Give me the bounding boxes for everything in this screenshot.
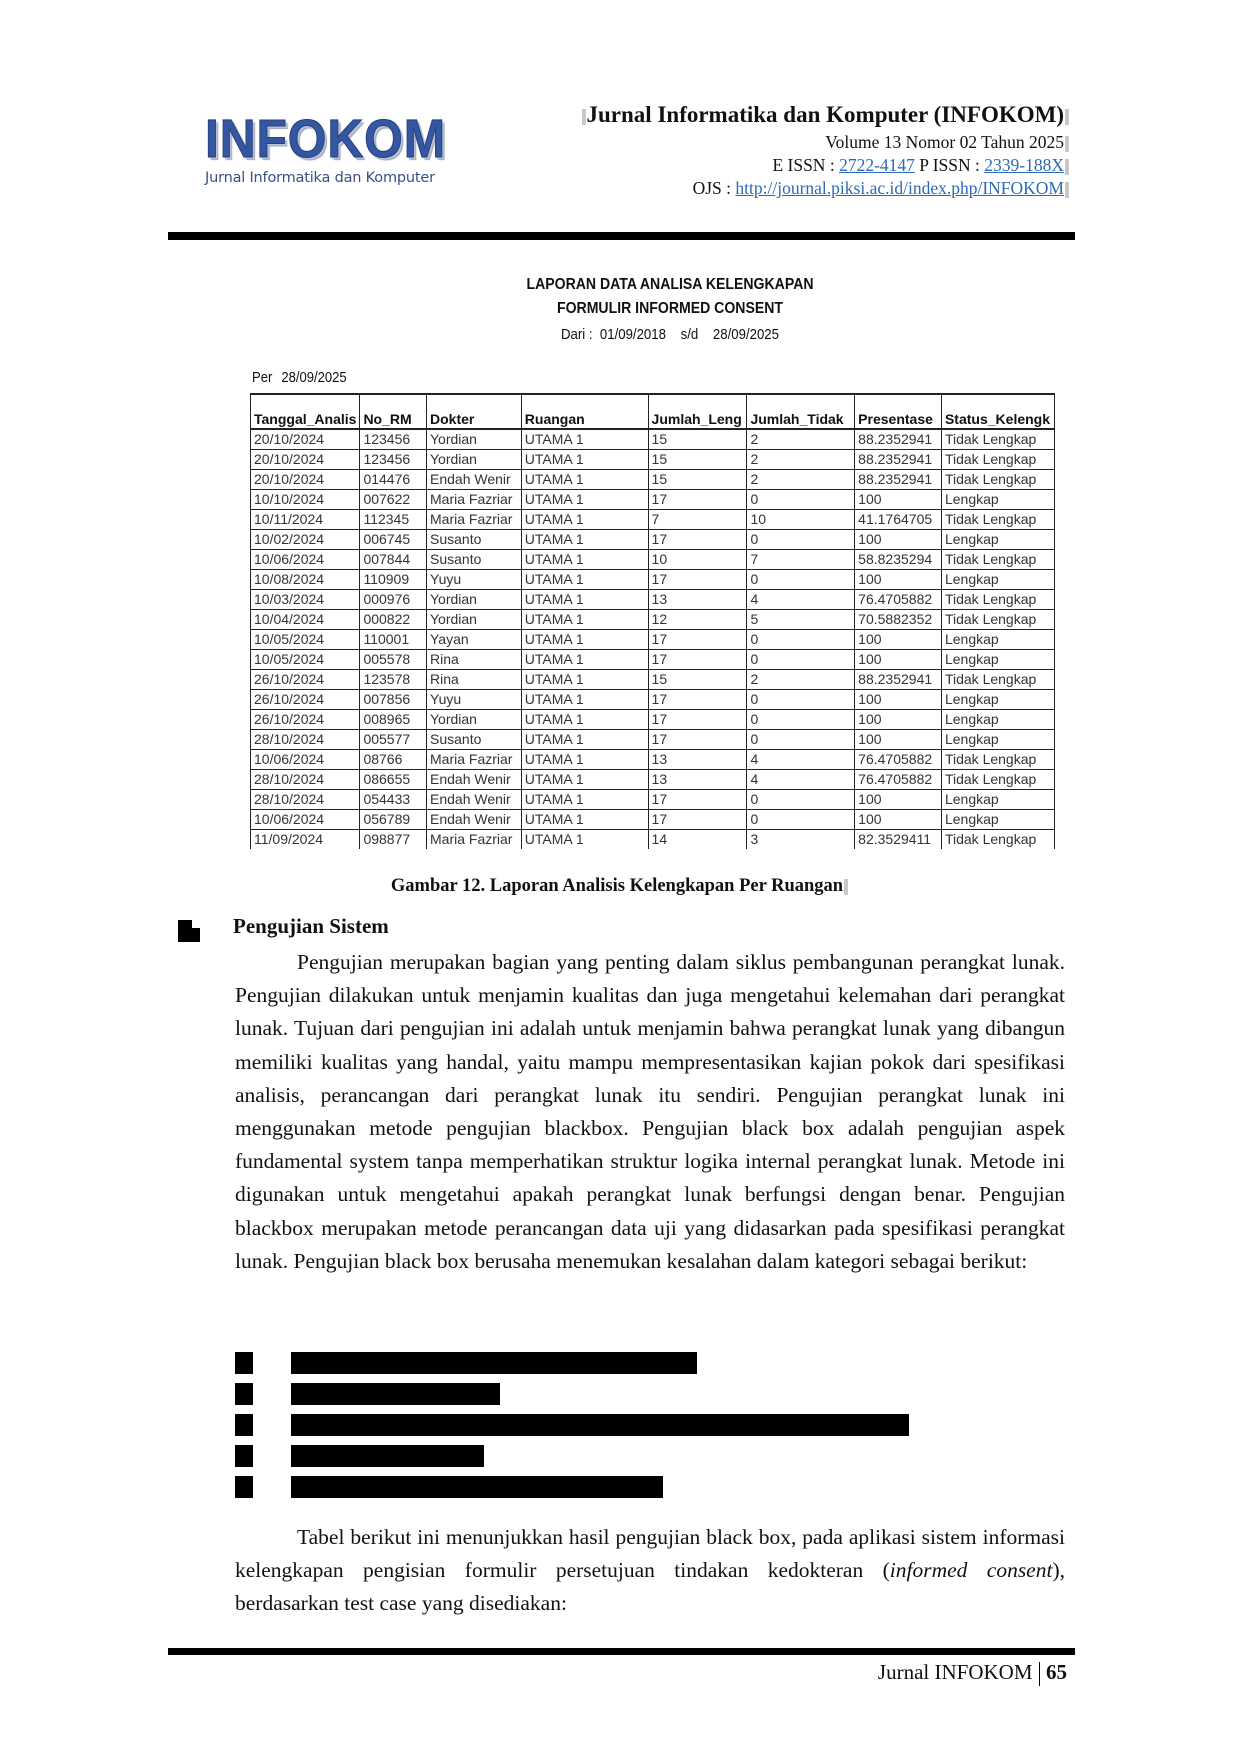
- table-cell: 100: [855, 530, 942, 550]
- table-cell: UTAMA 1: [521, 790, 648, 810]
- table-cell: 056789: [360, 810, 427, 830]
- table-cell: 7: [648, 510, 747, 530]
- table-cell: 0: [747, 710, 855, 730]
- table-header-row: [251, 394, 1055, 429]
- table-cell: 26/10/2024: [251, 710, 360, 730]
- table-cell: Lengkap: [941, 570, 1054, 590]
- column-header: Dokter: [427, 394, 522, 429]
- table-cell: Tidak Lengkap: [941, 610, 1054, 630]
- table-cell: UTAMA 1: [521, 530, 648, 550]
- table-cell: Susanto: [427, 550, 522, 570]
- table-cell: 007856: [360, 690, 427, 710]
- table-cell: 10: [648, 550, 747, 570]
- table-cell: 054433: [360, 790, 427, 810]
- table-cell: 000822: [360, 610, 427, 630]
- table-row: [251, 770, 1055, 790]
- table-cell: 88.2352941: [855, 470, 942, 490]
- table-cell: 17: [648, 790, 747, 810]
- table-cell: 100: [855, 710, 942, 730]
- table-cell: 76.4705882: [855, 590, 942, 610]
- header-rule: [168, 232, 1075, 240]
- column-header: No_RM: [360, 394, 427, 429]
- table-cell: Tidak Lengkap: [941, 770, 1054, 790]
- table-row: [251, 450, 1055, 470]
- column-header: Status_Kelengk: [941, 394, 1054, 429]
- table-cell: Tidak Lengkap: [941, 670, 1054, 690]
- table-cell: 88.2352941: [855, 450, 942, 470]
- table-cell: 15: [648, 670, 747, 690]
- table-cell: 10/06/2024: [251, 550, 360, 570]
- table-cell: 000976: [360, 590, 427, 610]
- table-cell: 15: [648, 429, 747, 450]
- table-row: [251, 830, 1055, 850]
- table-cell: 26/10/2024: [251, 670, 360, 690]
- table-cell: Tidak Lengkap: [941, 550, 1054, 570]
- table-cell: UTAMA 1: [521, 429, 648, 450]
- table-cell: UTAMA 1: [521, 630, 648, 650]
- table-cell: 17: [648, 810, 747, 830]
- table-cell: UTAMA 1: [521, 810, 648, 830]
- table-cell: UTAMA 1: [521, 590, 648, 610]
- table-cell: UTAMA 1: [521, 510, 648, 530]
- table-cell: Yordian: [427, 429, 522, 450]
- table-row: [251, 810, 1055, 830]
- table-cell: 110909: [360, 570, 427, 590]
- table-row: [251, 490, 1055, 510]
- table-cell: 100: [855, 730, 942, 750]
- table-cell: 28/10/2024: [251, 790, 360, 810]
- table-cell: Yordian: [427, 610, 522, 630]
- table-cell: 2: [747, 429, 855, 450]
- table-cell: Yordian: [427, 590, 522, 610]
- table-cell: 10/10/2024: [251, 490, 360, 510]
- table-cell: 10/11/2024: [251, 510, 360, 530]
- table-cell: 28/10/2024: [251, 730, 360, 750]
- table-cell: Lengkap: [941, 730, 1054, 750]
- table-cell: Lengkap: [941, 650, 1054, 670]
- table-cell: UTAMA 1: [521, 750, 648, 770]
- edit-marker-icon: [1065, 136, 1069, 152]
- table-cell: Endah Wenir: [427, 770, 522, 790]
- column-header: Presentase: [855, 394, 942, 429]
- table-cell: Tidak Lengkap: [941, 429, 1054, 450]
- journal-logo: [205, 109, 447, 202]
- table-cell: 2: [747, 470, 855, 490]
- column-header: Tanggal_Analis: [251, 394, 360, 429]
- table-cell: Tidak Lengkap: [941, 830, 1054, 850]
- table-cell: Yuyu: [427, 570, 522, 590]
- table-cell: 14: [648, 830, 747, 850]
- table-cell: 17: [648, 630, 747, 650]
- table-row: [251, 530, 1055, 550]
- table-row: [251, 550, 1055, 570]
- edit-marker-icon: [1065, 159, 1069, 175]
- table-cell: Rina: [427, 670, 522, 690]
- footer-rule: [168, 1648, 1075, 1655]
- table-cell: 0: [747, 490, 855, 510]
- table-cell: 0: [747, 810, 855, 830]
- table-cell: 008965: [360, 710, 427, 730]
- journal-ojs: OJS : http://journal.piksi.ac.id/index.php/INFOKOM: [693, 178, 1070, 199]
- table-row: [251, 570, 1055, 590]
- table-cell: 10/03/2024: [251, 590, 360, 610]
- table-cell: UTAMA 1: [521, 550, 648, 570]
- table-cell: 0: [747, 650, 855, 670]
- table-cell: 4: [747, 770, 855, 790]
- table-cell: 11/09/2024: [251, 830, 360, 850]
- table-cell: 100: [855, 690, 942, 710]
- table-cell: 17: [648, 730, 747, 750]
- table-cell: Rina: [427, 650, 522, 670]
- table-cell: Maria Fazriar: [427, 510, 522, 530]
- table-row: [251, 610, 1055, 630]
- table-cell: 26/10/2024: [251, 690, 360, 710]
- table-cell: 17: [648, 690, 747, 710]
- table-cell: 15: [648, 450, 747, 470]
- e-issn-link[interactable]: 2722-4147: [839, 155, 915, 175]
- table-row: [251, 690, 1055, 710]
- table-cell: 82.3529411: [855, 830, 942, 850]
- p-issn-link[interactable]: 2339-188X: [984, 155, 1064, 175]
- table-row: [251, 429, 1055, 450]
- table-cell: Lengkap: [941, 530, 1054, 550]
- table-cell: Susanto: [427, 530, 522, 550]
- report-table: [250, 393, 1055, 849]
- table-cell: Tidak Lengkap: [941, 510, 1054, 530]
- table-cell: 2: [747, 450, 855, 470]
- table-row: [251, 650, 1055, 670]
- section-bullet-icon: [178, 920, 200, 942]
- table-cell: 13: [648, 750, 747, 770]
- table-cell: 0: [747, 570, 855, 590]
- table-row: [251, 630, 1055, 650]
- table-cell: 08766: [360, 750, 427, 770]
- table-cell: Endah Wenir: [427, 790, 522, 810]
- figure-caption: Gambar 12. Laporan Analisis Kelengkapan Per Ruangan: [0, 876, 1240, 897]
- table-cell: 005577: [360, 730, 427, 750]
- table-cell: UTAMA 1: [521, 490, 648, 510]
- table-cell: Maria Fazriar: [427, 490, 522, 510]
- body-paragraph: Tabel berikut ini menunjukkan hasil pengujian black box, pada aplikasi sistem informasi kelengkapan pengisian formulir persetujuan tindakan kedokteran (informed consent), berdasarkan test case yang disediakan:: [235, 1525, 1065, 1616]
- column-header: Ruangan: [521, 394, 648, 429]
- table-cell: 20/10/2024: [251, 470, 360, 490]
- table-cell: 13: [648, 590, 747, 610]
- table-cell: 110001: [360, 630, 427, 650]
- table-cell: 005578: [360, 650, 427, 670]
- column-header: Jumlah_Leng: [648, 394, 747, 429]
- table-cell: 17: [648, 490, 747, 510]
- journal-volume: Volume 13 Nomor 02 Tahun 2025: [825, 132, 1070, 153]
- table-row: [251, 710, 1055, 730]
- table-row: [251, 590, 1055, 610]
- table-cell: UTAMA 1: [521, 570, 648, 590]
- table-cell: 006745: [360, 530, 427, 550]
- table-cell: 17: [648, 710, 747, 730]
- table-cell: 10/06/2024: [251, 810, 360, 830]
- table-cell: 20/10/2024: [251, 450, 360, 470]
- table-cell: 123456: [360, 429, 427, 450]
- table-cell: 15: [648, 470, 747, 490]
- table-cell: 10/05/2024: [251, 630, 360, 650]
- table-cell: 10/04/2024: [251, 610, 360, 630]
- table-cell: 10/05/2024: [251, 650, 360, 670]
- table-cell: 7: [747, 550, 855, 570]
- logo-subtitle: Jurnal Informatika dan Komputer: [205, 170, 435, 186]
- table-cell: 4: [747, 750, 855, 770]
- table-cell: Lengkap: [941, 630, 1054, 650]
- table-cell: Yayan: [427, 630, 522, 650]
- table-cell: 88.2352941: [855, 429, 942, 450]
- table-cell: 0: [747, 730, 855, 750]
- table-cell: 88.2352941: [855, 670, 942, 690]
- table-cell: Maria Fazriar: [427, 830, 522, 850]
- section-title: Pengujian Sistem: [233, 914, 389, 938]
- table-row: [251, 470, 1055, 490]
- table-cell: 3: [747, 830, 855, 850]
- table-cell: Lengkap: [941, 810, 1054, 830]
- table-cell: 014476: [360, 470, 427, 490]
- table-cell: UTAMA 1: [521, 670, 648, 690]
- table-cell: Lengkap: [941, 490, 1054, 510]
- table-cell: UTAMA 1: [521, 770, 648, 790]
- table-cell: 13: [648, 770, 747, 790]
- table-cell: 100: [855, 810, 942, 830]
- edit-marker-icon: [844, 879, 848, 895]
- table-cell: Lengkap: [941, 790, 1054, 810]
- table-row: [251, 670, 1055, 690]
- table-cell: 100: [855, 790, 942, 810]
- table-cell: Endah Wenir: [427, 470, 522, 490]
- table-cell: 12: [648, 610, 747, 630]
- column-header: Jumlah_Tidak: [747, 394, 855, 429]
- footer-separator: [1039, 1662, 1041, 1686]
- table-cell: 10: [747, 510, 855, 530]
- table-cell: 007622: [360, 490, 427, 510]
- table-cell: 20/10/2024: [251, 429, 360, 450]
- table-cell: 098877: [360, 830, 427, 850]
- table-cell: 100: [855, 490, 942, 510]
- table-cell: 10/08/2024: [251, 570, 360, 590]
- table-row: [251, 510, 1055, 530]
- table-cell: 41.1764705: [855, 510, 942, 530]
- table-cell: UTAMA 1: [521, 830, 648, 850]
- report-title-line2: FORMULIR INFORMED CONSENT: [556, 300, 784, 317]
- table-cell: UTAMA 1: [521, 610, 648, 630]
- table-cell: UTAMA 1: [521, 450, 648, 470]
- edit-marker-icon: [582, 109, 586, 125]
- table-cell: UTAMA 1: [521, 650, 648, 670]
- table-cell: 0: [747, 530, 855, 550]
- table-cell: 17: [648, 530, 747, 550]
- logo-wordmark: INFOKOM: [205, 109, 447, 169]
- table-cell: 70.5882352: [855, 610, 942, 630]
- page-number: 65: [1046, 1660, 1067, 1684]
- table-cell: 112345: [360, 510, 427, 530]
- table-cell: UTAMA 1: [521, 730, 648, 750]
- ojs-link[interactable]: http://journal.piksi.ac.id/index.php/INFOKOM: [735, 178, 1064, 198]
- table-cell: Susanto: [427, 730, 522, 750]
- table-cell: 007844: [360, 550, 427, 570]
- table-cell: Yordian: [427, 710, 522, 730]
- table-cell: 10/06/2024: [251, 750, 360, 770]
- table-cell: Tidak Lengkap: [941, 750, 1054, 770]
- table-cell: 58.8235294: [855, 550, 942, 570]
- table-cell: UTAMA 1: [521, 690, 648, 710]
- table-cell: UTAMA 1: [521, 710, 648, 730]
- table-cell: Endah Wenir: [427, 810, 522, 830]
- table-cell: Tidak Lengkap: [941, 590, 1054, 610]
- table-cell: Yuyu: [427, 690, 522, 710]
- table-cell: 2: [747, 670, 855, 690]
- body-paragraph: Pengujian merupakan bagian yang penting dalam siklus pembangunan perangkat lunak. Pengujian dilakukan untuk menjamin kualitas dan juga mengetahui kelemahan dari perangkat lunak. Tujuan dari pengujian ini adalah untuk menjamin bahwa perangkat lunak yang dibangun memiliki kualitas yang handal, yaitu mampu mempresentasikan kajian pokok dari spesifikasi analisis, perancangan dari perangkat lunak itu sendiri. Pengujian perangkat lunak ini menggunakan metode pengujian blackbox. Pengujian black box adalah pengujian aspek fundamental system tanpa memperhatikan struktur logika internal perangkat lunak. Metode ini digunakan untuk mengetahui apakah perangkat lunak berfungsi dengan benar. Pengujian blackbox merupakan metode perancangan data uji yang didasarkan pada spesifikasi perangkat lunak. Pengujian black box berusaha menemukan kesalahan dalam kategori sebagai berikut:: [235, 950, 1065, 1273]
- page-footer: Jurnal INFOKOM 65: [878, 1660, 1067, 1686]
- table-cell: 086655: [360, 770, 427, 790]
- table-cell: Lengkap: [941, 710, 1054, 730]
- report-table-body: [251, 429, 1055, 849]
- table-cell: 100: [855, 650, 942, 670]
- edit-marker-icon: [1065, 182, 1069, 198]
- table-cell: 76.4705882: [855, 770, 942, 790]
- table-cell: 76.4705882: [855, 750, 942, 770]
- table-cell: 0: [747, 690, 855, 710]
- table-cell: 0: [747, 790, 855, 810]
- journal-issn: E ISSN : 2722-4147 P ISSN : 2339-188X: [772, 155, 1070, 176]
- table-cell: 17: [648, 650, 747, 670]
- table-row: [251, 730, 1055, 750]
- table-cell: Maria Fazriar: [427, 750, 522, 770]
- table-cell: 28/10/2024: [251, 770, 360, 790]
- table-cell: UTAMA 1: [521, 470, 648, 490]
- table-cell: 123456: [360, 450, 427, 470]
- table-row: [251, 790, 1055, 810]
- table-row: [251, 750, 1055, 770]
- table-cell: 123578: [360, 670, 427, 690]
- journal-title: Jurnal Informatika dan Komputer (INFOKOM): [581, 102, 1070, 128]
- table-cell: 5: [747, 610, 855, 630]
- table-cell: 4: [747, 590, 855, 610]
- edit-marker-icon: [1065, 109, 1069, 125]
- table-cell: 10/02/2024: [251, 530, 360, 550]
- report-per-date: Per 28/09/2025: [252, 370, 347, 386]
- table-cell: 17: [648, 570, 747, 590]
- table-cell: 0: [747, 630, 855, 650]
- table-cell: Lengkap: [941, 690, 1054, 710]
- report-date-range: Dari : 01/09/2018 s/d 28/09/2025: [561, 326, 779, 343]
- table-cell: 100: [855, 630, 942, 650]
- table-cell: Yordian: [427, 450, 522, 470]
- report-title-line1: LAPORAN DATA ANALISA KELENGKAPAN: [526, 276, 814, 293]
- table-cell: Tidak Lengkap: [941, 470, 1054, 490]
- table-cell: Tidak Lengkap: [941, 450, 1054, 470]
- table-cell: 100: [855, 570, 942, 590]
